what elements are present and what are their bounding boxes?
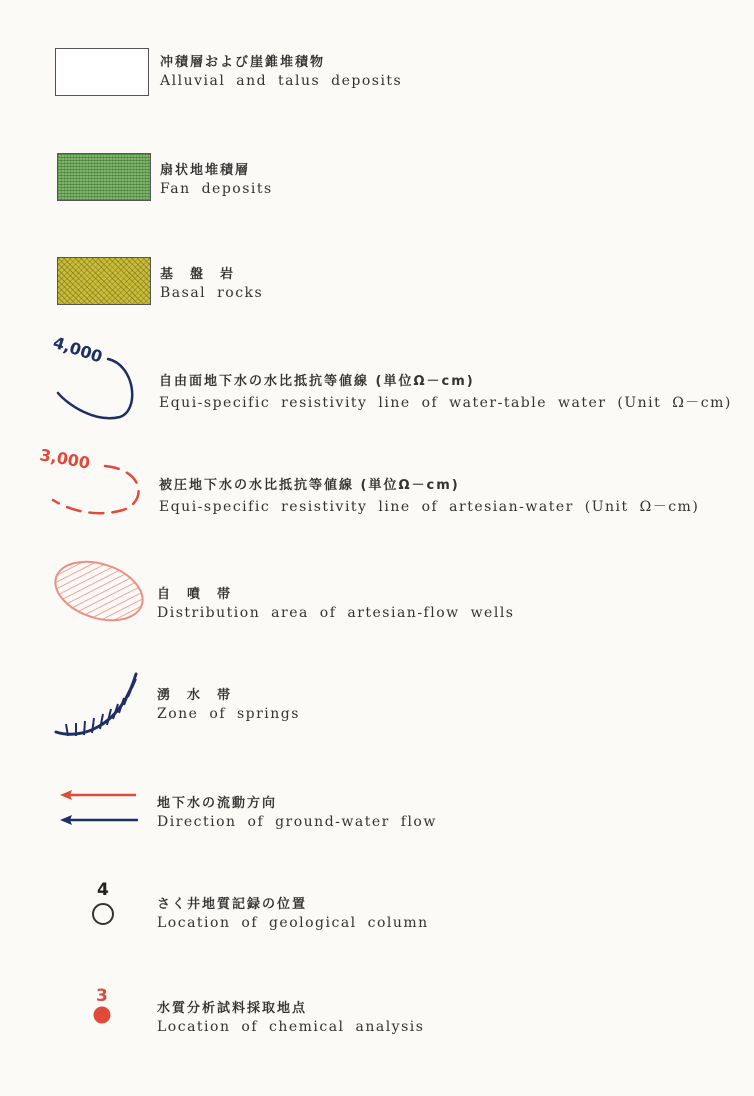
basal-rocks-swatch [57,257,151,305]
contour-value-label: 4,000 [50,332,105,367]
legend-label-en: Distribution area of artesian-flow wells [157,605,515,621]
alluvial-swatch [55,48,149,96]
flow-arrows-icon [58,785,140,830]
legend-label-ja: さく井地質記録の位置 [157,897,308,912]
legend-label-ja: 被圧地下水の水比抵抗等値線 (単位Ω－cm) [159,478,460,493]
open-circle-icon [88,875,120,930]
contour-value-label: 3,000 [38,445,92,473]
legend-label-ja: 水質分析試料採取地点 [157,1001,308,1016]
well-number-label: 4 [97,880,109,900]
legend-label-ja: 基 盤 岩 [160,267,236,282]
legend-label-en: Basal rocks [160,285,264,301]
legend-label-en: Fan deposits [160,181,273,197]
legend-label-en: Alluvial and talus deposits [160,73,403,89]
red-dot-icon [88,983,120,1028]
legend-label-en: Zone of springs [157,706,300,722]
legend-label-en: Location of chemical analysis [157,1019,425,1035]
fan-deposits-swatch [57,153,151,201]
legend-label-en: Location of geological column [157,915,429,931]
legend-label-ja: 扇状地堆積層 [160,163,251,178]
legend-label-en: Direction of ground-water flow [157,814,437,830]
legend-label-en: Equi-specific resistivity line of water-table water (Unit Ω－cm) [159,395,732,411]
red-dashed-contour-line-icon [35,440,150,525]
pink-hatched-ellipse-icon [45,555,155,630]
navy-hatched-crescent-icon [50,668,150,748]
legend-label-ja: 湧 水 帯 [157,688,233,703]
legend-label-en: Equi-specific resistivity line of artesian-water (Unit Ω－cm) [159,499,700,515]
legend-label-ja: 自 噴 帯 [157,587,233,602]
sample-number-label: 3 [96,986,108,1006]
legend-label-ja: 冲積層および崖錐堆積物 [160,55,326,70]
navy-contour-line-icon [40,325,150,425]
legend-label-ja: 地下水の流動方向 [157,796,278,811]
legend-label-ja: 自由面地下水の水比抵抗等値線 (単位Ω－cm) [159,374,475,389]
